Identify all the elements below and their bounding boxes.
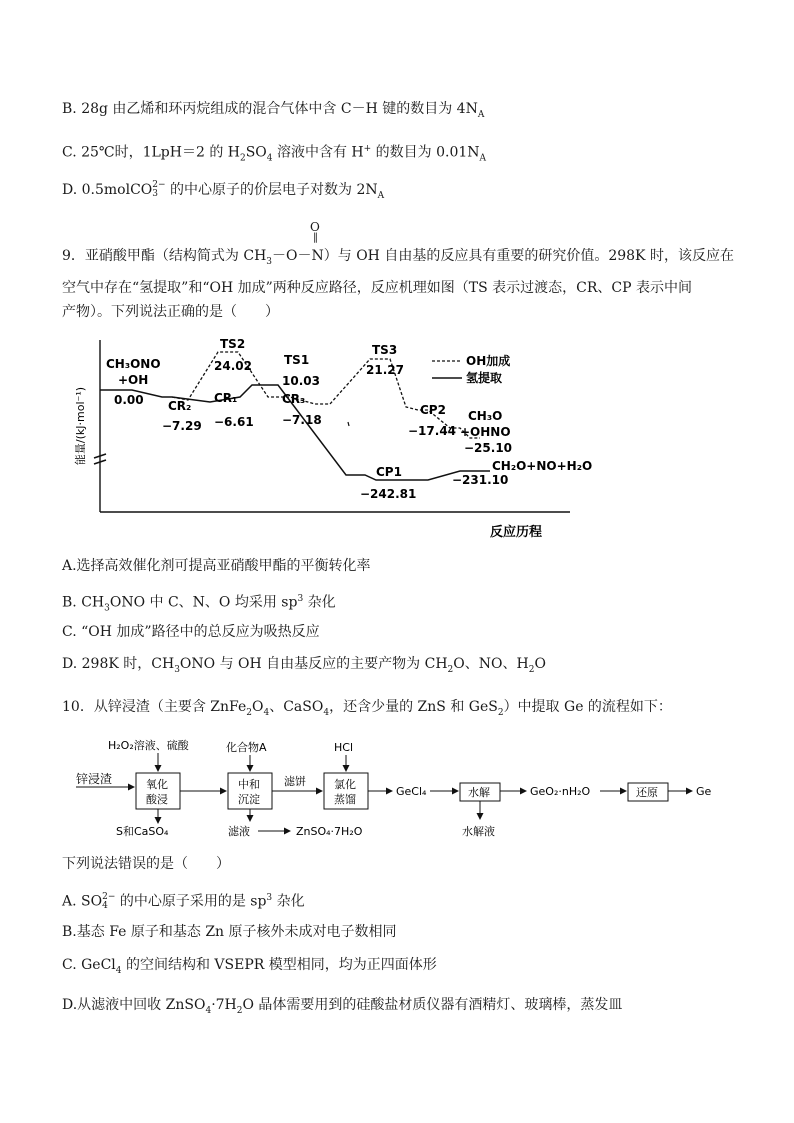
label-plus-oh: +OH [118, 373, 149, 387]
q9-o-above: O [310, 220, 320, 234]
label-ts3: TS3 [372, 343, 398, 357]
label-cr2: CR₂ [168, 399, 192, 413]
value-ts3: 21.27 [366, 363, 404, 377]
q10-option-d: D.从滤液中回收 $ZnSO_4\cdot 7H_2O$ 晶体需要用到的硅酸盐材质仪器有酒精灯、玻璃棒，蒸发皿 [62, 997, 623, 1016]
box3-line2: 蒸馏 [334, 793, 356, 806]
q9-option-b: B. $CH_3ONO$ 中 C、N、O 均采用 $sp^3$ 杂化 [62, 594, 336, 614]
q9-stem-line1: 9．亚硝酸甲酯（结构简式为 $CH_3-O-N$）与 OH 自由基的反应具有重要的研究价值。298K 时，该反应在 [62, 248, 734, 267]
value-cr2: −7.29 [162, 419, 202, 433]
q8-option-c: C. 25℃时，1LpH＝2 的 $H_2SO_4$ 溶液中含有 H+ 的数目为 $0.01N_A$ [62, 144, 487, 164]
label-final-products: CH₂O+NO+H₂O [492, 459, 593, 473]
q10-option-c: C. GeCl$_4$ 的空间结构和 VSEPR 模型相同，均为正四面体形 [62, 957, 437, 976]
energy-profile-diagram [70, 330, 630, 545]
label-ts2: TS2 [220, 337, 246, 351]
value-start: 0.00 [114, 393, 144, 407]
value-cr3: −7.18 [282, 413, 322, 427]
q10-prompt: 下列说法错误的是（ ） [62, 856, 230, 872]
residue-s-caso4: S和CaSO₄ [116, 825, 169, 838]
box2-line1: 中和 [238, 778, 260, 791]
label-filter-cake: 滤饼 [284, 775, 306, 788]
label-znso4-7h2o: ZnSO₄·7H₂O [296, 825, 363, 838]
value-cp1: −242.81 [360, 487, 417, 501]
box2-line2: 沉淀 [238, 793, 260, 806]
label-geo2: GeO₂·nH₂O [530, 785, 591, 798]
q8-option-b: B. 28g 由乙烯和环丙烷组成的混合气体中含 C－H 键的数目为 $4N_A$ [62, 101, 485, 120]
label-ts1: TS1 [284, 353, 310, 367]
q10-option-a: A. SO 2− 4 的中心原子采用的是 $sp^3$ 杂化 [62, 891, 305, 911]
q9-option-d: D. 298K 时，$CH_3ONO$ 与 OH 自由基反应的主要产物为 $CH_2O$、NO、$H_2O$ [62, 656, 546, 675]
q10-option-b: B.基态 Fe 原子和基态 Zn 原子核外未成对电子数相同 [62, 924, 397, 940]
box3-line1: 氯化 [334, 778, 356, 791]
value-ts2: 24.02 [214, 359, 252, 373]
label-gecl4: GeCl₄ [396, 785, 427, 798]
label-ch3o: CH₃O [468, 409, 503, 423]
value-ts1: 10.03 [282, 374, 320, 388]
value-cp2: −17.44 [408, 424, 457, 438]
input-compound-a: 化合物A [226, 741, 267, 754]
box1-line2: 酸浸 [146, 793, 168, 806]
box4-label: 水解 [468, 786, 490, 799]
value-p1: −25.10 [464, 441, 513, 455]
label-filtrate: 滤液 [228, 825, 250, 838]
q9-stem-line3: 产物）。下列说法正确的是（ ） [62, 304, 279, 320]
value-cr1: −6.61 [214, 415, 254, 429]
label-cr1: CR₁ [214, 391, 238, 405]
stray-mark [348, 422, 349, 426]
q9-option-c: C. “OH 加成”路径中的总反应为吸热反应 [62, 624, 320, 640]
q9-double-bond: ‖ [313, 232, 318, 243]
label-ohno: +OHNO [460, 425, 511, 439]
feed-zinc-slag: 锌浸渣 [76, 772, 113, 786]
q9-option-a: A.选择高效催化剂可提高亚硝酸甲酯的平衡转化率 [62, 558, 371, 574]
label-cp1: CP1 [376, 465, 402, 479]
legend-h-abstraction: 氢提取 [466, 371, 503, 385]
q8-option-d: D. 0.5molCO 2− 3 的中心原子的价层电子对数为 $2N_A$ [62, 180, 385, 201]
box5-label: 还原 [636, 786, 658, 799]
input-h2o2-h2so4: H₂O₂溶液、硫酸 [108, 739, 189, 752]
q10-stem: 10．从锌浸渣（主要含 $ZnFe_2O_4$、CaSO$_4$，还含少量的 ZnS 和 GeS$_2$）中提取 Ge 的流程如下： [62, 699, 672, 718]
x-axis-label: 反应历程 [490, 525, 543, 540]
q9-stem-line2: 空气中存在“氢提取”和“OH 加成”两种反应路径，反应机理如图（TS 表示过渡态，CR、CP 表示中间 [62, 280, 692, 296]
label-ch3ono: CH₃ONO [106, 357, 161, 371]
value-p2: −231.10 [452, 473, 509, 487]
label-ge-product: Ge [696, 785, 712, 798]
input-hcl: HCl [334, 741, 354, 754]
legend-oh-addition: OH加成 [466, 354, 511, 368]
label-cp2: CP2 [420, 403, 446, 417]
process-flow-diagram [70, 733, 730, 848]
box1-line1: 氧化 [146, 778, 168, 791]
label-cr3: CR₃ [282, 392, 306, 406]
y-axis-label: 能量/(kJ·mol⁻¹) [74, 386, 87, 466]
label-hydrolysate: 水解液 [462, 825, 495, 838]
